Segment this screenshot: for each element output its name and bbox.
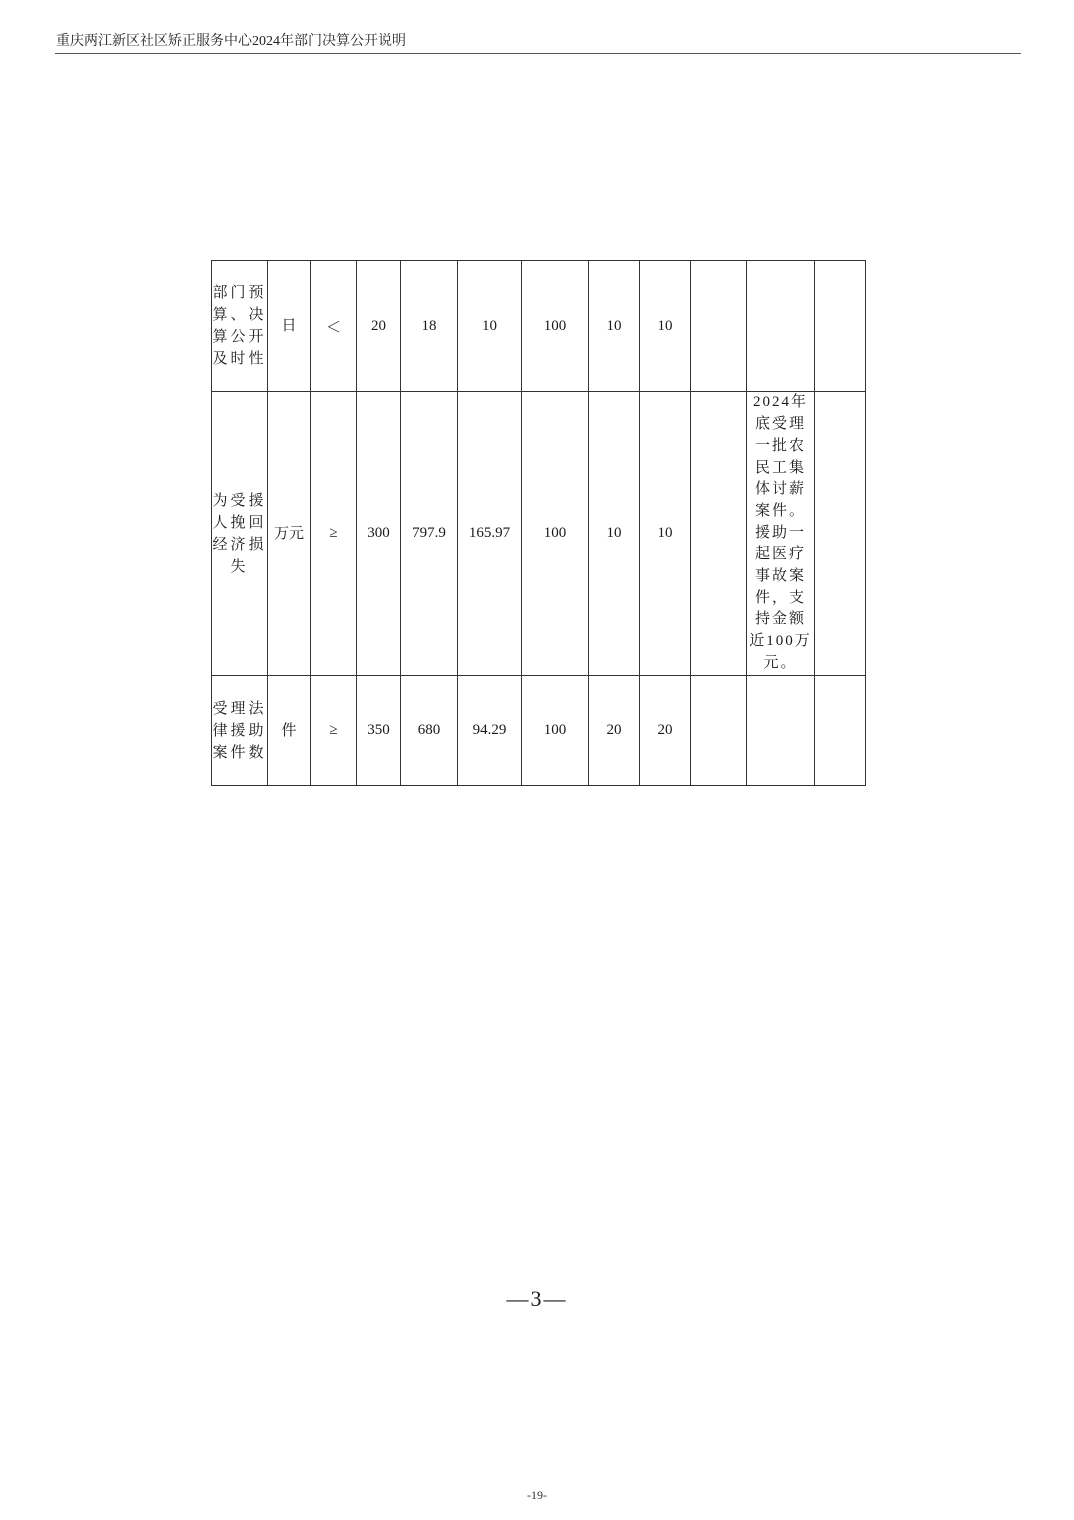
weight-score-cell: 100	[522, 261, 589, 392]
score-b-cell: 10	[640, 261, 691, 392]
table-row	[212, 676, 866, 786]
unit-cell: 日	[268, 261, 311, 392]
extra-cell	[815, 261, 866, 392]
score-a-cell: 20	[589, 676, 640, 786]
score-a-cell: 10	[589, 261, 640, 392]
target-cell: 20	[357, 261, 401, 392]
actual-cell: 18	[401, 261, 458, 392]
extra-cell	[815, 676, 866, 786]
note-cell	[747, 261, 815, 392]
deduction-cell	[691, 676, 747, 786]
indicator-cell: 为受援人挽回经济损失	[212, 392, 268, 676]
unit-cell: 万元	[268, 392, 311, 676]
actual-cell: 797.9	[401, 392, 458, 676]
deduction-cell	[691, 392, 747, 676]
table-row	[212, 261, 866, 392]
note-cell	[747, 676, 815, 786]
score-a-cell: 10	[589, 392, 640, 676]
weight-score-cell: 100	[522, 392, 589, 676]
header-divider	[55, 53, 1021, 54]
operator-cell: ＜	[311, 261, 357, 392]
deduction-cell	[691, 261, 747, 392]
document-header-title: 重庆两江新区社区矫正服务中心2024年部门决算公开说明	[56, 34, 406, 49]
score-b-cell: 20	[640, 676, 691, 786]
weight-score-cell: 100	[522, 676, 589, 786]
indicator-cell: 受理法律援助案件数	[212, 676, 268, 786]
note-cell: 2024年底受理一批农民工集体讨薪案件。援助一起医疗事故案件，支持金额近100万元。	[747, 392, 815, 676]
score-b-cell: 10	[640, 392, 691, 676]
performance-table	[211, 260, 866, 786]
operator-cell: ≥	[311, 676, 357, 786]
table-row	[212, 392, 866, 676]
target-cell: 300	[357, 392, 401, 676]
page-number-footer: -19-	[527, 1488, 547, 1502]
page-number-center: —3—	[506, 1286, 568, 1311]
extra-cell	[815, 392, 866, 676]
rate-cell: 10	[458, 261, 522, 392]
rate-cell: 94.29	[458, 676, 522, 786]
indicator-cell: 部门预算、决算公开及时性	[212, 261, 268, 392]
operator-cell: ≥	[311, 392, 357, 676]
rate-cell: 165.97	[458, 392, 522, 676]
target-cell: 350	[357, 676, 401, 786]
actual-cell: 680	[401, 676, 458, 786]
unit-cell: 件	[268, 676, 311, 786]
